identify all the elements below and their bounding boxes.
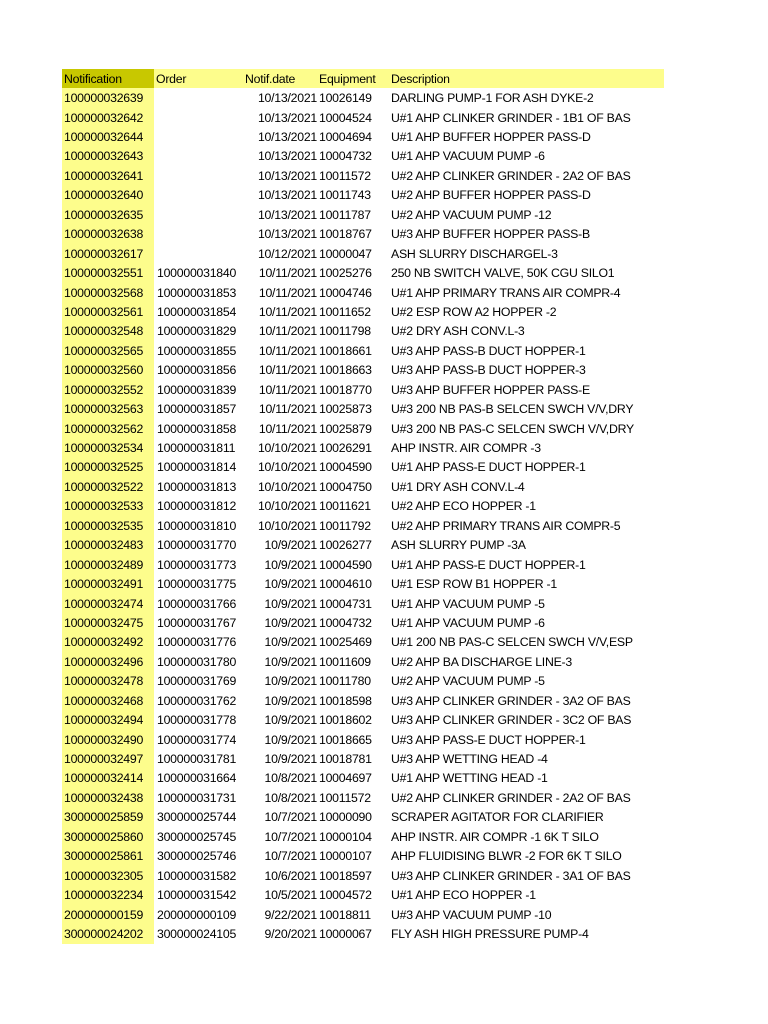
cell-description[interactable]: U#3 AHP CLINKER GRINDER - 3A1 OF BAS (391, 868, 631, 883)
cell-equipment[interactable]: 10000104 (319, 829, 372, 844)
cell-description[interactable]: U#2 AHP VACUUM PUMP -12 (391, 207, 552, 222)
cell-description[interactable]: SCRAPER AGITATOR FOR CLARIFIER (391, 810, 604, 825)
cell-description[interactable]: U#1 AHP BUFFER HOPPER PASS-D (391, 130, 591, 145)
cell-notification[interactable]: 100000032305 (62, 866, 154, 885)
table-row (62, 613, 664, 632)
table-row (62, 147, 664, 166)
cell-notif-date[interactable]: 10/9/2021 (264, 596, 317, 611)
cell-equipment[interactable]: 10011572 (319, 168, 371, 183)
cell-notif-date[interactable]: 10/10/2021 (257, 460, 317, 475)
table-row (62, 633, 664, 652)
cell-equipment[interactable]: 10025276 (319, 266, 372, 281)
cell-notification[interactable]: 100000032234 (62, 885, 154, 904)
cell-notif-date[interactable]: 10/11/2021 (258, 363, 317, 378)
cell-notification[interactable]: 100000032483 (62, 536, 154, 555)
cell-notification[interactable]: 100000032475 (62, 613, 154, 632)
table-row (62, 749, 664, 768)
cell-notification[interactable]: 100000032474 (62, 594, 154, 613)
table-row (62, 905, 664, 924)
cell-order[interactable] (154, 205, 247, 224)
cell-notif-date[interactable]: 10/11/2021 (258, 343, 317, 358)
cell-description[interactable]: U#3 AHP CLINKER GRINDER - 3C2 OF BAS (391, 713, 632, 728)
cell-description[interactable]: U#1 AHP VACUUM PUMP -6 (391, 149, 545, 164)
cell-order[interactable] (154, 127, 247, 146)
cell-equipment[interactable]: 10000107 (319, 849, 372, 864)
cell-notification[interactable]: 100000032438 (62, 788, 154, 807)
cell-equipment[interactable]: 10018663 (319, 363, 372, 378)
cell-order[interactable]: 300000025745 (157, 829, 237, 844)
cell-notification[interactable]: 100000032617 (62, 244, 154, 263)
cell-description[interactable]: U#1 AHP WETTING HEAD -1 (391, 771, 548, 786)
cell-notif-date[interactable]: 10/9/2021 (264, 732, 317, 747)
cell-notif-date[interactable]: 9/22/2021 (264, 907, 317, 922)
cell-equipment[interactable]: 10018811 (319, 907, 371, 922)
cell-notification[interactable]: 100000032643 (62, 147, 154, 166)
cell-equipment[interactable]: 10004732 (319, 149, 372, 164)
cell-order[interactable]: 100000031731 (157, 790, 237, 805)
cell-equipment[interactable]: 10025873 (319, 402, 372, 417)
cell-equipment[interactable]: 10011572 (319, 790, 371, 805)
cell-description[interactable]: U#3 200 NB PAS-B SELCEN SWCH V/V,DRY (391, 402, 634, 417)
cell-notif-date[interactable]: 10/10/2021 (257, 518, 317, 533)
cell-equipment[interactable]: 10018602 (319, 713, 372, 728)
cell-notification[interactable]: 100000032534 (62, 438, 154, 457)
table-row (62, 205, 664, 224)
table-row (62, 594, 664, 613)
cell-notification[interactable]: 100000032478 (62, 672, 154, 691)
table-row (62, 438, 664, 457)
cell-equipment[interactable]: 10011621 (319, 499, 371, 514)
cell-notif-date[interactable]: 10/13/2021 (257, 149, 317, 164)
cell-notif-date[interactable]: 10/7/2021 (264, 849, 317, 864)
cell-order[interactable] (154, 88, 247, 107)
cell-order[interactable]: 100000031775 (157, 577, 237, 592)
cell-description[interactable]: U#2 AHP CLINKER GRINDER - 2A2 OF BAS (391, 790, 631, 805)
table-row (62, 847, 664, 866)
cell-equipment[interactable]: 10004610 (319, 577, 372, 592)
cell-order[interactable]: 100000031854 (157, 304, 237, 319)
cell-order[interactable]: 100000031856 (157, 363, 237, 378)
cell-description[interactable]: AHP FLUIDISING BLWR -2 FOR 6K T SILO (391, 849, 622, 864)
table-row (62, 574, 664, 593)
cell-notification[interactable]: 300000025860 (62, 827, 154, 846)
cell-notification[interactable]: 300000025859 (62, 808, 154, 827)
cell-notification[interactable]: 100000032568 (62, 283, 154, 302)
cell-order[interactable]: 100000031778 (157, 713, 237, 728)
cell-notification[interactable]: 100000032638 (62, 225, 154, 244)
cell-order[interactable]: 100000031810 (157, 518, 237, 533)
cell-description[interactable]: U#3 AHP VACUUM PUMP -10 (391, 907, 552, 922)
cell-description[interactable]: DARLING PUMP-1 FOR ASH DYKE-2 (391, 91, 594, 106)
table-row (62, 536, 664, 555)
cell-equipment[interactable]: 10018770 (319, 382, 372, 397)
cell-notif-date[interactable]: 10/13/2021 (257, 130, 317, 145)
cell-order[interactable]: 100000031812 (157, 499, 237, 514)
cell-equipment[interactable]: 10026291 (319, 441, 372, 456)
table-row (62, 458, 664, 477)
cell-description[interactable]: U#3 200 NB PAS-C SELCEN SWCH V/V,DRY (391, 421, 634, 436)
table-row (62, 555, 664, 574)
cell-description[interactable]: U#3 AHP BUFFER HOPPER PASS-B (391, 227, 590, 242)
cell-equipment[interactable]: 10011798 (319, 324, 371, 339)
cell-notif-date[interactable]: 10/11/2021 (258, 285, 317, 300)
cell-order[interactable]: 100000031853 (157, 285, 237, 300)
cell-equipment[interactable]: 10004750 (319, 479, 372, 494)
cell-notification[interactable]: 100000032565 (62, 341, 154, 360)
table-row (62, 186, 664, 205)
table-row (62, 244, 664, 263)
cell-description[interactable]: U#1 AHP ECO HOPPER -1 (391, 888, 536, 903)
cell-equipment[interactable]: 10018597 (319, 868, 372, 883)
table-row (62, 652, 664, 671)
cell-equipment[interactable]: 10025469 (319, 635, 372, 650)
cell-notif-date[interactable]: 10/9/2021 (264, 615, 317, 630)
cell-description[interactable]: U#3 AHP BUFFER HOPPER PASS-E (391, 382, 590, 397)
cell-notif-date[interactable]: 10/11/2021 (258, 421, 317, 436)
cell-equipment[interactable]: 10004590 (319, 557, 372, 572)
cell-notif-date[interactable]: 10/9/2021 (264, 538, 317, 553)
cell-description[interactable]: U#2 AHP ECO HOPPER -1 (391, 499, 536, 514)
cell-description[interactable]: U#3 AHP PASS-B DUCT HOPPER-1 (391, 343, 586, 358)
cell-description[interactable]: ASH SLURRY PUMP -3A (391, 538, 526, 553)
table-row (62, 866, 664, 885)
table-row (62, 419, 664, 438)
cell-equipment[interactable]: 10000090 (319, 810, 372, 825)
cell-notif-date[interactable]: 10/9/2021 (264, 577, 317, 592)
cell-description[interactable]: U#2 AHP CLINKER GRINDER - 2A2 OF BAS (391, 168, 631, 183)
cell-order[interactable]: 100000031582 (157, 868, 237, 883)
cell-equipment[interactable]: 10004746 (319, 285, 372, 300)
cell-notification[interactable]: 100000032494 (62, 710, 154, 729)
cell-order[interactable]: 100000031542 (157, 888, 237, 903)
cell-notification[interactable]: 100000032635 (62, 205, 154, 224)
cell-notif-date[interactable]: 10/9/2021 (264, 713, 317, 728)
cell-order[interactable]: 100000031769 (157, 674, 237, 689)
cell-notif-date[interactable]: 10/7/2021 (264, 810, 317, 825)
cell-order[interactable]: 200000000109 (157, 907, 237, 922)
cell-notif-date[interactable]: 10/13/2021 (257, 110, 317, 125)
header-order[interactable]: Order (154, 69, 247, 88)
cell-notification[interactable]: 100000032562 (62, 419, 154, 438)
cell-order[interactable] (154, 225, 247, 244)
cell-equipment[interactable]: 10004732 (319, 615, 372, 630)
table-row (62, 380, 664, 399)
table-row (62, 322, 664, 341)
cell-notification[interactable]: 100000032552 (62, 380, 154, 399)
cell-order[interactable] (154, 244, 247, 263)
cell-notification[interactable]: 100000032497 (62, 749, 154, 768)
cell-notif-date[interactable]: 10/10/2021 (257, 479, 317, 494)
table-row (62, 166, 664, 185)
cell-equipment[interactable]: 10018661 (319, 343, 372, 358)
cell-notification[interactable]: 100000032535 (62, 516, 154, 535)
cell-notif-date[interactable]: 10/9/2021 (264, 654, 317, 669)
cell-notif-date[interactable]: 10/11/2021 (258, 402, 317, 417)
cell-equipment[interactable]: 10018767 (319, 227, 372, 242)
table-row (62, 924, 664, 943)
cell-equipment[interactable]: 10018781 (319, 752, 372, 767)
cell-notif-date[interactable]: 10/8/2021 (264, 771, 317, 786)
cell-notification[interactable]: 100000032492 (62, 633, 154, 652)
cell-notif-date[interactable]: 10/9/2021 (264, 635, 317, 650)
cell-description[interactable]: AHP INSTR. AIR COMPR -1 6K T SILO (391, 829, 599, 844)
cell-equipment[interactable]: 10011609 (319, 654, 371, 669)
cell-notif-date[interactable]: 10/11/2021 (258, 304, 317, 319)
header-description[interactable]: Description (391, 69, 664, 88)
cell-notification[interactable]: 100000032414 (62, 769, 154, 788)
cell-order[interactable]: 100000031770 (157, 538, 237, 553)
cell-order[interactable]: 300000025746 (157, 849, 237, 864)
cell-notif-date[interactable]: 10/13/2021 (257, 188, 317, 203)
cell-order[interactable]: 300000025744 (157, 810, 237, 825)
cell-equipment[interactable]: 10004694 (319, 130, 372, 145)
cell-description[interactable]: U#2 ESP ROW A2 HOPPER -2 (391, 304, 557, 319)
cell-notif-date[interactable]: 10/9/2021 (264, 674, 317, 689)
cell-order[interactable]: 100000031857 (157, 402, 237, 417)
table-row (62, 516, 664, 535)
table-row (62, 769, 664, 788)
table-row (62, 808, 664, 827)
cell-equipment[interactable]: 10011780 (319, 674, 371, 689)
cell-order[interactable]: 100000031811 (157, 441, 236, 456)
cell-notification[interactable]: 100000032551 (62, 263, 154, 282)
cell-description[interactable]: 250 NB SWITCH VALVE, 50K CGU SILO1 (391, 266, 615, 281)
cell-equipment[interactable]: 10004572 (319, 888, 372, 903)
cell-equipment[interactable]: 10011792 (319, 518, 371, 533)
spreadsheet (62, 69, 664, 944)
cell-order[interactable]: 100000031839 (157, 382, 237, 397)
cell-order[interactable]: 100000031766 (157, 596, 237, 611)
cell-notif-date[interactable]: 10/9/2021 (264, 693, 317, 708)
cell-description[interactable]: U#1 ESP ROW B1 HOPPER -1 (391, 577, 557, 592)
table-row (62, 477, 664, 496)
cell-order[interactable]: 100000031776 (157, 635, 237, 650)
header-row (62, 69, 664, 88)
cell-notification[interactable]: 100000032491 (62, 574, 154, 593)
cell-equipment[interactable]: 10004697 (319, 771, 372, 786)
cell-equipment[interactable]: 10000047 (319, 246, 372, 261)
cell-notif-date[interactable]: 10/10/2021 (257, 441, 317, 456)
cell-order[interactable]: 300000024105 (157, 926, 237, 941)
cell-equipment[interactable]: 10011652 (319, 304, 371, 319)
cell-notif-date[interactable]: 9/20/2021 (264, 926, 317, 941)
cell-order[interactable]: 100000031762 (157, 693, 237, 708)
cell-notif-date[interactable]: 10/11/2021 (258, 324, 317, 339)
cell-equipment[interactable]: 10026149 (319, 91, 372, 106)
cell-order[interactable]: 100000031813 (157, 479, 237, 494)
table-row (62, 302, 664, 321)
cell-order[interactable] (154, 147, 247, 166)
cell-notification[interactable]: 100000032563 (62, 399, 154, 418)
table-row (62, 399, 664, 418)
cell-order[interactable] (154, 186, 247, 205)
cell-equipment[interactable]: 10011743 (319, 188, 371, 203)
table-row (62, 88, 664, 107)
table-row (62, 672, 664, 691)
table-row (62, 283, 664, 302)
cell-description[interactable]: U#1 AHP PRIMARY TRANS AIR COMPR-4 (391, 285, 621, 300)
cell-order[interactable]: 100000031858 (157, 421, 237, 436)
cell-notification[interactable]: 100000032639 (62, 88, 154, 107)
cell-notification[interactable]: 100000032642 (62, 108, 154, 127)
table-row (62, 497, 664, 516)
cell-description[interactable]: U#3 AHP PASS-E DUCT HOPPER-1 (391, 732, 586, 747)
cell-order[interactable]: 100000031829 (157, 324, 237, 339)
header-notif-date[interactable]: Notif.date (245, 69, 317, 88)
cell-notif-date[interactable]: 10/13/2021 (257, 227, 317, 242)
cell-equipment[interactable]: 10018665 (319, 732, 372, 747)
cell-description[interactable]: U#2 DRY ASH CONV.L-3 (391, 324, 525, 339)
cell-description[interactable]: U#3 AHP WETTING HEAD -4 (391, 752, 548, 767)
cell-notif-date[interactable]: 10/13/2021 (257, 207, 317, 222)
cell-notification[interactable]: 100000032548 (62, 322, 154, 341)
cell-notification[interactable]: 200000000159 (62, 905, 154, 924)
table-row (62, 691, 664, 710)
cell-notification[interactable]: 300000024202 (62, 924, 154, 943)
cell-order[interactable]: 100000031664 (157, 771, 237, 786)
cell-notification[interactable]: 100000032496 (62, 652, 154, 671)
cell-description[interactable]: U#3 AHP CLINKER GRINDER - 3A2 OF BAS (391, 693, 631, 708)
cell-description[interactable]: U#2 AHP VACUUM PUMP -5 (391, 674, 545, 689)
header-notification[interactable]: Notification (62, 69, 154, 88)
cell-equipment[interactable]: 10025879 (319, 421, 372, 436)
cell-notif-date[interactable]: 10/9/2021 (264, 752, 317, 767)
cell-notification[interactable]: 100000032525 (62, 458, 154, 477)
header-equipment[interactable]: Equipment (317, 69, 391, 88)
cell-order[interactable]: 100000031814 (157, 460, 237, 475)
cell-order[interactable]: 100000031840 (157, 266, 237, 281)
cell-notif-date[interactable]: 10/7/2021 (264, 829, 317, 844)
table-row (62, 730, 664, 749)
cell-equipment[interactable]: 10026277 (319, 538, 372, 553)
cell-notif-date[interactable]: 10/5/2021 (264, 888, 317, 903)
cell-order[interactable] (154, 108, 247, 127)
cell-description[interactable]: ASH SLURRY DISCHARGEL-3 (391, 246, 558, 261)
cell-notification[interactable]: 100000032468 (62, 691, 154, 710)
table-row (62, 108, 664, 127)
cell-order[interactable]: 100000031773 (157, 557, 237, 572)
cell-notification[interactable]: 100000032522 (62, 477, 154, 496)
cell-equipment[interactable]: 10004731 (319, 596, 372, 611)
table-row (62, 361, 664, 380)
cell-description[interactable]: U#2 AHP BA DISCHARGE LINE-3 (391, 654, 572, 669)
cell-description[interactable]: U#1 AHP PASS-E DUCT HOPPER-1 (391, 460, 586, 475)
table-row (62, 341, 664, 360)
cell-order[interactable] (154, 166, 247, 185)
table-row (62, 263, 664, 282)
cell-notif-date[interactable]: 10/6/2021 (264, 868, 317, 883)
cell-description[interactable]: U#1 AHP VACUUM PUMP -5 (391, 596, 545, 611)
cell-notification[interactable]: 100000032560 (62, 361, 154, 380)
cell-notification[interactable]: 100000032489 (62, 555, 154, 574)
cell-equipment[interactable]: 10011787 (319, 207, 371, 222)
cell-notif-date[interactable]: 10/11/2021 (258, 266, 317, 281)
table-row (62, 827, 664, 846)
cell-description[interactable]: U#1 200 NB PAS-C SELCEN SWCH V/V,ESP (391, 635, 633, 650)
cell-equipment[interactable]: 10018598 (319, 693, 372, 708)
cell-notification[interactable]: 100000032533 (62, 497, 154, 516)
cell-notification[interactable]: 100000032561 (62, 302, 154, 321)
cell-description[interactable]: U#1 DRY ASH CONV.L-4 (391, 479, 525, 494)
cell-equipment[interactable]: 10004590 (319, 460, 372, 475)
cell-notification[interactable]: 100000032644 (62, 127, 154, 146)
cell-order[interactable]: 100000031774 (157, 732, 237, 747)
cell-description[interactable]: U#1 AHP VACUUM PUMP -6 (391, 615, 545, 630)
cell-description[interactable]: U#2 AHP BUFFER HOPPER PASS-D (391, 188, 591, 203)
table-row (62, 127, 664, 146)
cell-order[interactable]: 100000031781 (157, 752, 237, 767)
cell-description[interactable]: U#3 AHP PASS-B DUCT HOPPER-3 (391, 363, 586, 378)
cell-notification[interactable]: 100000032641 (62, 166, 154, 185)
cell-notif-date[interactable]: 10/11/2021 (258, 382, 317, 397)
table-body (62, 88, 664, 943)
table-row (62, 225, 664, 244)
cell-notification[interactable]: 300000025861 (62, 847, 154, 866)
cell-order[interactable]: 100000031767 (157, 615, 237, 630)
cell-order[interactable]: 100000031780 (157, 654, 237, 669)
cell-description[interactable]: AHP INSTR. AIR COMPR -3 (391, 441, 541, 456)
table-row (62, 710, 664, 729)
cell-description[interactable]: U#2 AHP PRIMARY TRANS AIR COMPR-5 (391, 518, 621, 533)
cell-equipment[interactable]: 10000067 (319, 926, 372, 941)
cell-notif-date[interactable]: 10/13/2021 (257, 91, 317, 106)
cell-notification[interactable]: 100000032640 (62, 186, 154, 205)
cell-notif-date[interactable]: 10/12/2021 (257, 246, 317, 261)
cell-description[interactable]: FLY ASH HIGH PRESSURE PUMP-4 (391, 926, 589, 941)
cell-description[interactable]: U#1 AHP PASS-E DUCT HOPPER-1 (391, 557, 586, 572)
cell-description[interactable]: U#1 AHP CLINKER GRINDER - 1B1 OF BAS (391, 110, 631, 125)
cell-notif-date[interactable]: 10/13/2021 (257, 168, 317, 183)
cell-notif-date[interactable]: 10/9/2021 (264, 557, 317, 572)
cell-equipment[interactable]: 10004524 (319, 110, 372, 125)
cell-notification[interactable]: 100000032490 (62, 730, 154, 749)
table-row (62, 788, 664, 807)
cell-notif-date[interactable]: 10/8/2021 (264, 790, 317, 805)
cell-order[interactable]: 100000031855 (157, 343, 237, 358)
cell-notif-date[interactable]: 10/10/2021 (257, 499, 317, 514)
table-row (62, 885, 664, 904)
